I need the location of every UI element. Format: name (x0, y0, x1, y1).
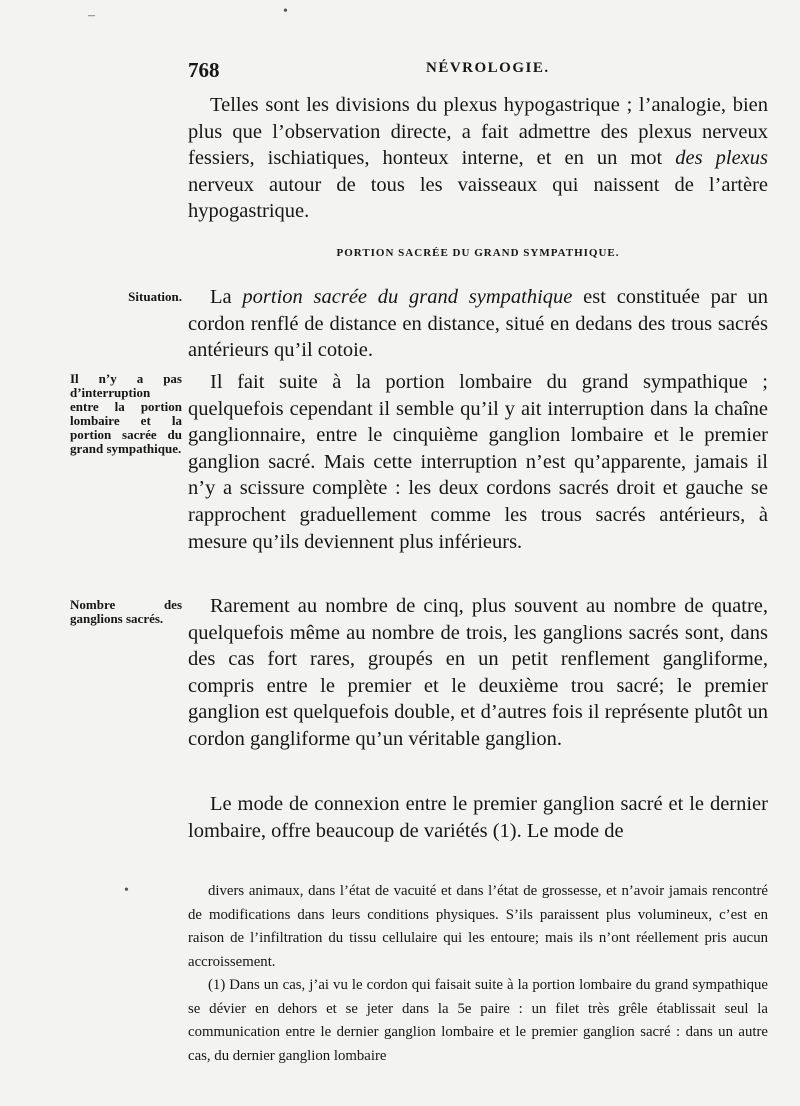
paragraph-text: Telles sont les divisions du plexus hypogastrique ; l’analogie, bien plus que l’observation directe, a fait admettre des plexus nerveux fessiers, ischiatiques, honteux interne, et en un mot (188, 94, 768, 170)
paragraph-text: Le mode de connexion entre le premier ganglion sacré et le dernier lombaire, offre beaucoup de variétés (1). Le mode de (188, 793, 768, 842)
margin-note-nombre: Nombre des ganglions sacrés. (70, 597, 182, 626)
print-mark: – (88, 8, 95, 23)
page-header (188, 58, 768, 84)
paragraph-interruption (188, 369, 768, 555)
section-title: PORTION SACRÉE DU GRAND SYMPATHIQUE. (336, 247, 620, 259)
paragraph-text: est constituée par un cordon renflé de distance en distance, situé en dedans des trous sacrés antérieurs qu’il cotoie. (188, 286, 769, 362)
footnote-1 (188, 974, 768, 1068)
footnote-text: divers animaux, dans l’état de vacuité et dans l’état de grossesse, et n’avoir jamais rencontré de modifications dans leurs conditions physiques. S’ils paraissent plus volumineux, c’est en raison de l’infiltration du tissu cellulaire qui les entoure; mais ils n’ont réellement pris aucun accroissement. (188, 883, 768, 970)
paragraph-text: La (210, 286, 232, 308)
paragraph-text: Il fait suite à la portion lombaire du grand sympathique ; quelquefois cependant il semble qu’il y ait interruption dans la chaîne ganglionnaire, entre le cinquième ganglion lombaire et le premier ganglion sacré. Mais cette interruption n’est qu’apparente, jamais il n’y a scissure complète : les deux cordons sacrés droit et gauche se rapprochent graduellement comme les trous sacrés antérieurs, à mesure qu’ils deviennent plus inférieurs. (188, 371, 768, 553)
italic-term: portion sacrée du grand sympathique (242, 286, 573, 308)
footnote-continued (188, 880, 768, 974)
page-number: 768 (188, 58, 220, 82)
footnote-text: (1) Dans un cas, j’ai vu le cordon qui faisait suite à la portion lombaire du grand sympathique se dévier en dehors et se jeter dans la 5e paire : un filet très grêle établissait seul la communication entre le dernier ganglion lombaire et le premier ganglion sacré : dans un autre cas, du dernier ganglion lombaire (188, 977, 768, 1064)
print-mark: • (124, 883, 129, 898)
italic-term: des plexus (675, 147, 769, 170)
running-title: NÉVROLOGIE. (426, 60, 550, 76)
paragraph-connexion (188, 791, 768, 844)
paragraph-ganglions (188, 593, 768, 753)
paragraph-situation (188, 284, 768, 364)
paragraph-text: nerveux autour de tous les vaisseaux qui naissent de l’artère hypogastrique. (188, 173, 768, 223)
margin-note-situation: Situation. (128, 289, 182, 304)
margin-note-interruption: Il n’y a pas d’interruption entre la portion lombaire et la portion sacrée du grand sympathique. (70, 371, 182, 456)
paragraph-text: Rarement au nombre de cinq, plus souvent au nombre de quatre, quelquefois même au nombre de trois, les ganglions sacrés sont, dans des cas fort rares, groupés en un petit renflement gangliforme, compris entre le premier et le deuxième trou sacré; le premier ganglion est quelquefois double, et d’autres fois il représente plutôt un cordon gangliforme qu’un véritable ganglion. (188, 595, 768, 750)
paragraph-plexus (188, 92, 768, 225)
print-mark: • (283, 4, 288, 19)
